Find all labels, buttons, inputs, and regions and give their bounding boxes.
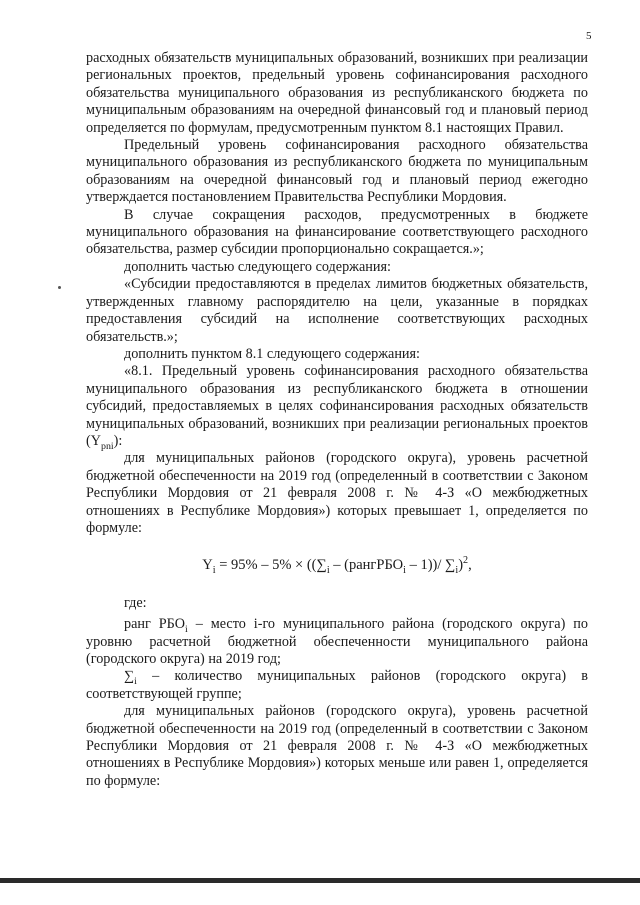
- paragraph: дополнить частью следующего содержания:: [124, 258, 391, 275]
- page-number: 5: [586, 30, 592, 42]
- paragraph: где:: [124, 594, 147, 611]
- subscript: pni: [100, 440, 114, 452]
- formula: $Y_i = 95\% - 5\% \times ((\sum_i$ – (рангРБО$_i$ – 1))/ $\sum_i)^2$,: [202, 555, 472, 577]
- paragraph: Предельный уровень софинансирования расходного обязательства муниципального образования из республиканского бюджета по муниципальным образованиям на очередной финансовый год и плановый период ежегодно утверждается постановлением Правительства Республики Мордовия.: [86, 137, 588, 206]
- scan-edge: [0, 878, 640, 883]
- paragraph: В случае сокращения расходов, предусмотренных в бюджете муниципального образования на финансирование соответствующего расходного обязательства, размер субсидии пропорционально сокращается.»;: [86, 206, 588, 258]
- paragraph-8-1: [86, 363, 588, 450]
- definition-rank: ранг $РБО_i$ – место i-го муниципального района (городского округа) по уровню расчетной бюджетной обеспеченности муниципального района (городского округа) на 2019 год;: [86, 616, 588, 667]
- document-body: [86, 50, 588, 790]
- paragraph: «Субсидии предоставляются в пределах лимитов бюджетных обязательств, утвержденных главному распорядителю на цели, указанные в порядках предоставления субсидий на исполнение соответствующих расходных обязательств.»;: [86, 276, 588, 345]
- paragraph: для муниципальных районов (городского округа), уровень расчетной бюджетной обеспеченности на 2019 год (определенный в соответствии с Законом Республики Мордовия от 21 февраля 2008 г. № 4-З «О межбюджетных отношениях в Республике Мордовия») которых превышает 1, определяется по формуле:: [86, 450, 588, 536]
- paragraph: расходных обязательств муниципальных образований, возникших при реализации региональных проектов, предельный уровень софинансирования расходного обязательства муниципального образования из республиканского бюджета по муниципальным образованиям на очередной финансовый год и плановый период определяется по формулам, предусмотренным пунктом 8.1 настоящих Правил.: [86, 50, 588, 136]
- paragraph: дополнить пунктом 8.1 следующего содержания:: [124, 345, 420, 362]
- definition-sigma: $\sum_i$ – количество муниципальных районов (городского округа) в соответствующей группе;: [86, 668, 588, 702]
- paragraph-text: «8.1. Предельный уровень софинансирования расходного обязательства муниципального образования из республиканского бюджета в отношении субсидий, предоставляемых в целях софинансирования расходных обязательств муниципальных образований, возникших при реализации региональных проектов (Y: [86, 363, 588, 449]
- paragraph-text: ):: [113, 432, 123, 449]
- paragraph: для муниципальных районов (городского округа), уровень расчетной бюджетной обеспеченности на 2019 год (определенный в соответствии с Законом Республики Мордовия от 21 февраля 2008 г. № 4-З «О межбюджетных отношениях в Республике Мордовия») которых меньше или равен 1, определяется по формуле:: [86, 703, 588, 789]
- margin-mark: [58, 286, 61, 289]
